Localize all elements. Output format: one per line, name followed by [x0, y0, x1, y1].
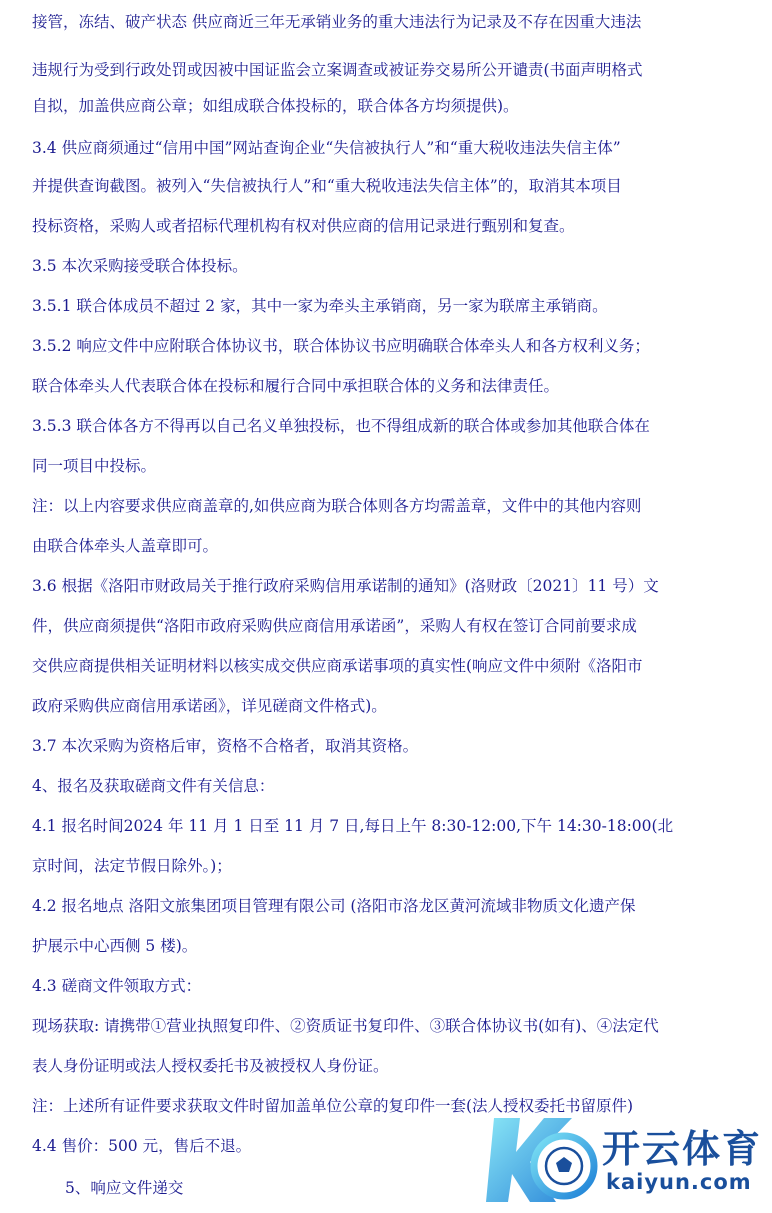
text-line: 4.4 售价：500 元，售后不退。 — [32, 1137, 252, 1155]
text-line: 自拟，加盖供应商公章；如组成联合体投标的，联合体各方均须提供)。 — [32, 97, 519, 115]
text-line: 现场获取: 请携带①营业执照复印件、②资质证书复印件、③联合体协议书(如有)、④法定代 — [32, 1017, 659, 1035]
text-line: 注：以上内容要求供应商盖章的,如供应商为联合体则各方均需盖章，文件中的其他内容则 — [32, 497, 642, 515]
text-line: 违规行为受到行政处罚或因被中国证监会立案调查或被证券交易所公开谴责(书面声明格式 — [32, 61, 643, 79]
text-line: 护展示中心西侧 5 楼)。 — [32, 937, 198, 955]
text-line: 3.7 本次采购为资格后审，资格不合格者，取消其资格。 — [32, 737, 419, 755]
text-line: 5、响应文件递交 — [65, 1179, 184, 1197]
text-line: 4.2 报名地点 洛阳文旅集团项目管理有限公司 (洛阳市洛龙区黄河流域非物质文化遗产保 — [32, 897, 636, 915]
text-line: 3.5.3 联合体各方不得再以自己名义单独投标，也不得组成新的联合体或参加其他联合体在 — [32, 417, 650, 435]
text-line: 同一项目中投标。 — [32, 457, 157, 475]
text-line: 投标资格，采购人或者招标代理机构有权对供应商的信用记录进行甄别和复查。 — [32, 217, 575, 235]
text-line: 由联合体牵头人盖章即可。 — [32, 537, 219, 555]
text-line: 注：上述所有证件要求获取文件时留加盖单位公章的复印件一套(法人授权委托书留原件) — [32, 1097, 634, 1115]
text-line: 3.4 供应商须通过“信用中国”网站查询企业“失信被执行人”和“重大税收违法失信主体” — [32, 139, 621, 157]
text-line: 表人身份证明或法人授权委托书及被授权人身份证。 — [32, 1057, 389, 1075]
text-line: 接管，冻结、破产状态 供应商近三年无承销业务的重大违法行为记录及不存在因重大违法 — [32, 13, 642, 31]
text-line: 并提供查询截图。被列入“失信被执行人”和“重大税收违法失信主体”的，取消其本项目 — [32, 177, 622, 195]
text-line: 4.1 报名时间2024 年 11 月 1 日至 11 月 7 日,每日上午 8:30-12:00,下午 14:30-18:00(北 — [32, 817, 674, 835]
text-line: 联合体牵头人代表联合体在投标和履行合同中承担联合体的义务和法律责任。 — [32, 377, 560, 395]
text-line: 京时间，法定节假日除外。)； — [32, 857, 232, 875]
text-line: 4.3 磋商文件领取方式： — [32, 977, 202, 995]
watermark-logo — [486, 1112, 764, 1208]
text-line: 3.5 本次采购接受联合体投标。 — [32, 257, 248, 275]
text-line: 3.6 根据《洛阳市财政局关于推行政府采购信用承诺制的通知》(洛财政〔2021〕11 号）文 — [32, 577, 659, 595]
text-line: 政府采购供应商信用承诺函》，详见磋商文件格式)。 — [32, 697, 387, 715]
watermark-name-en: kaiyun.com — [606, 1170, 752, 1194]
soccer-ball-icon — [486, 1112, 606, 1208]
text-line: 3.5.1 联合体成员不超过 2 家，其中一家为牵头主承销商，另一家为联席主承销商。 — [32, 297, 608, 315]
text-line: 4、报名及获取磋商文件有关信息： — [32, 777, 275, 795]
text-line: 件，供应商须提供“洛阳市政府采购供应商信用承诺函”，采购人有权在签订合同前要求成 — [32, 617, 637, 635]
text-line: 交供应商提供相关证明材料以核实成交供应商承诺事项的真实性(响应文件中须附《洛阳市 — [32, 657, 643, 675]
watermark-name-cn: 开云体育 — [602, 1127, 763, 1171]
text-line: 3.5.2 响应文件中应附联合体协议书，联合体协议书应明确联合体牵头人和各方权利义务； — [32, 337, 650, 355]
